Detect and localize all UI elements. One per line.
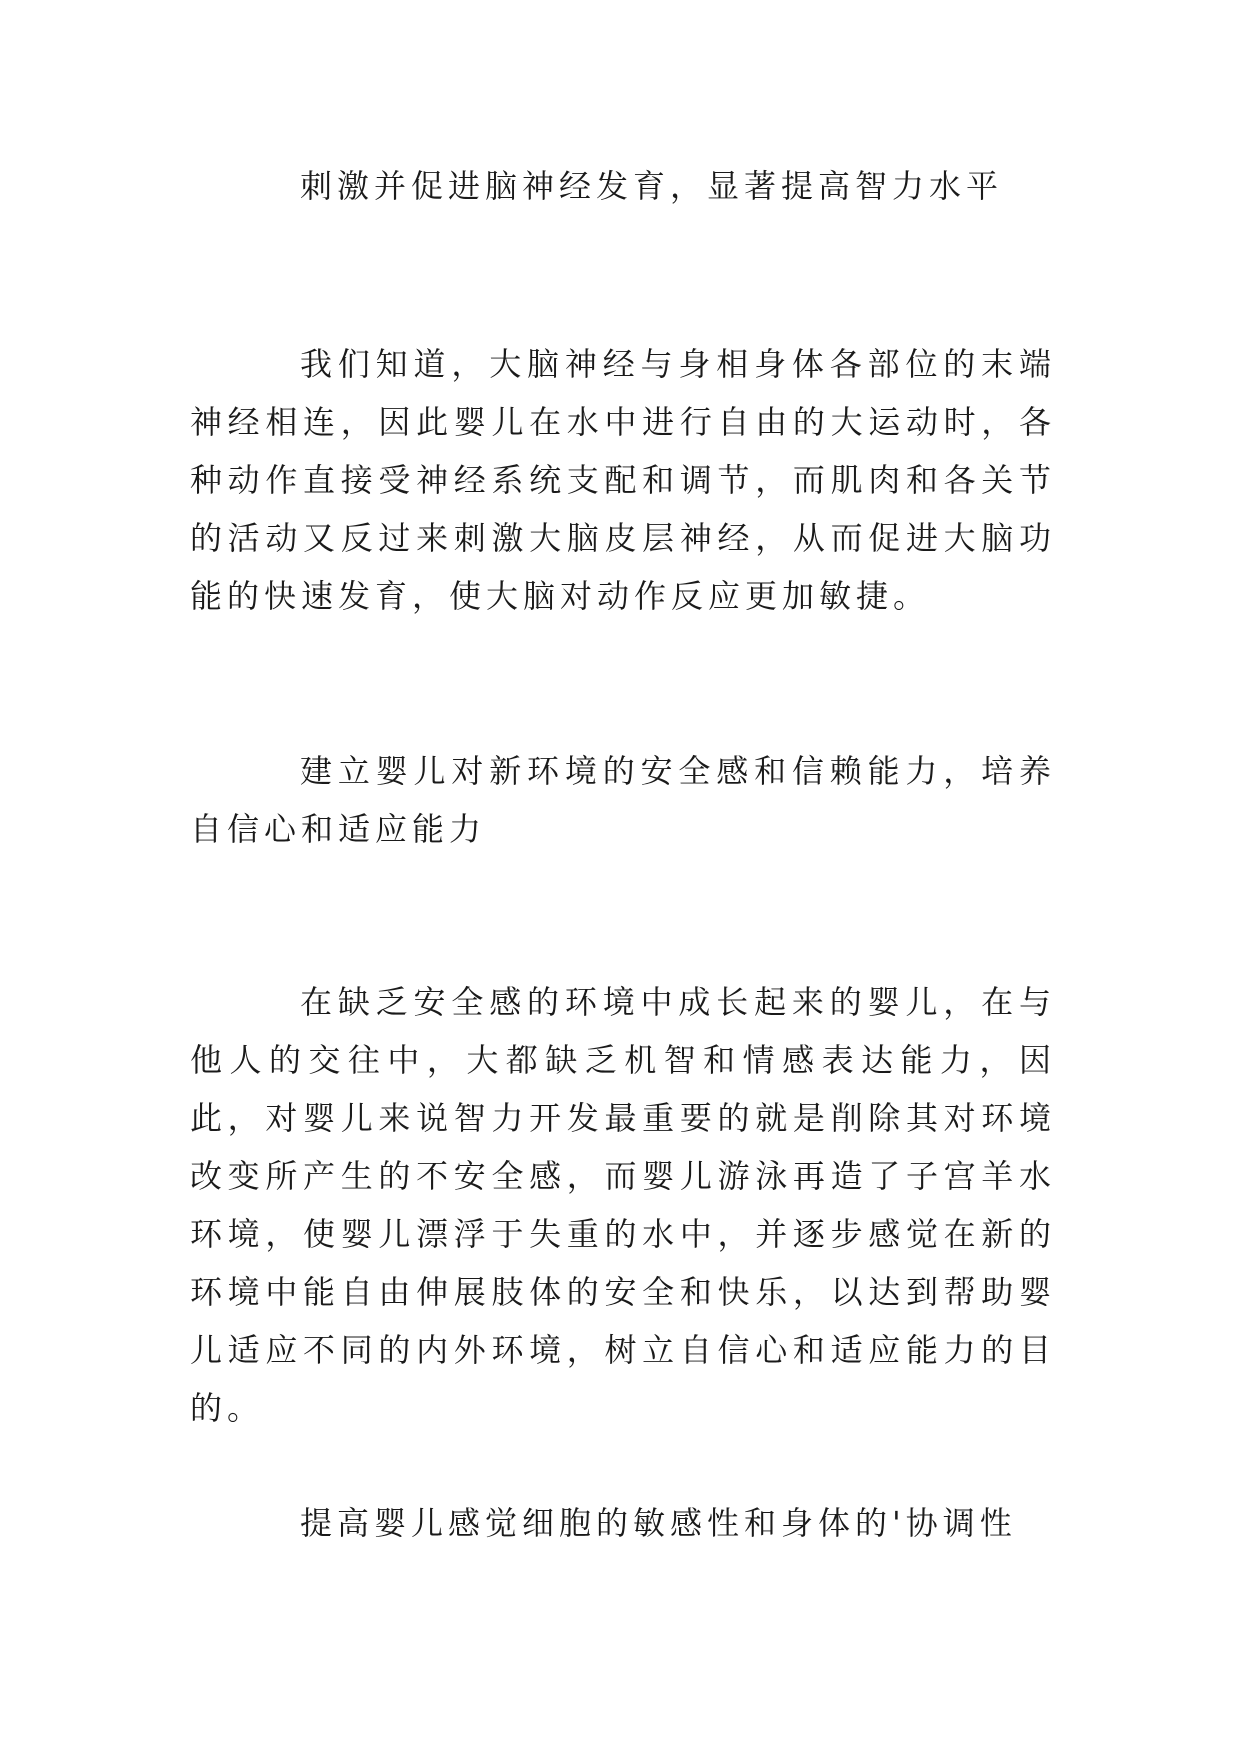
- paragraph-brain-development: 我们知道，大脑神经与身相身体各部位的末端神经相连，因此婴儿在水中进行自由的大运动时，各种动作直接受神经系统支配和调节，而肌肉和各关节的活动又反过来刺激大脑皮层神经，从而促进大脑功能的快速发育，使大脑对动作反应更加敏捷。: [190, 345, 1056, 615]
- paragraph-security-confidence: 在缺乏安全感的环境中成长起来的婴儿，在与他人的交往中，大都缺乏机智和情感表达能力，因此，对婴儿来说智力开发最重要的就是削除其对环境改变所产生的不安全感，而婴儿游泳再造了子宫羊水环境，使婴儿漂浮于失重的水中，并逐步感觉在新的环境中能自由伸展肢体的安全和快乐，以达到帮助婴儿适应不同的内外环境，树立自信心和适应能力的目的。: [190, 983, 1056, 1427]
- heading-brain-development: 刺激并促进脑神经发育，显著提高智力水平: [300, 167, 1004, 205]
- heading-sensory-coordination: 提高婴儿感觉细胞的敏感性和身体的'协调性: [300, 1504, 1017, 1542]
- heading-security-confidence: 建立婴儿对新环境的安全感和信赖能力，培养自信心和适应能力: [190, 752, 1056, 848]
